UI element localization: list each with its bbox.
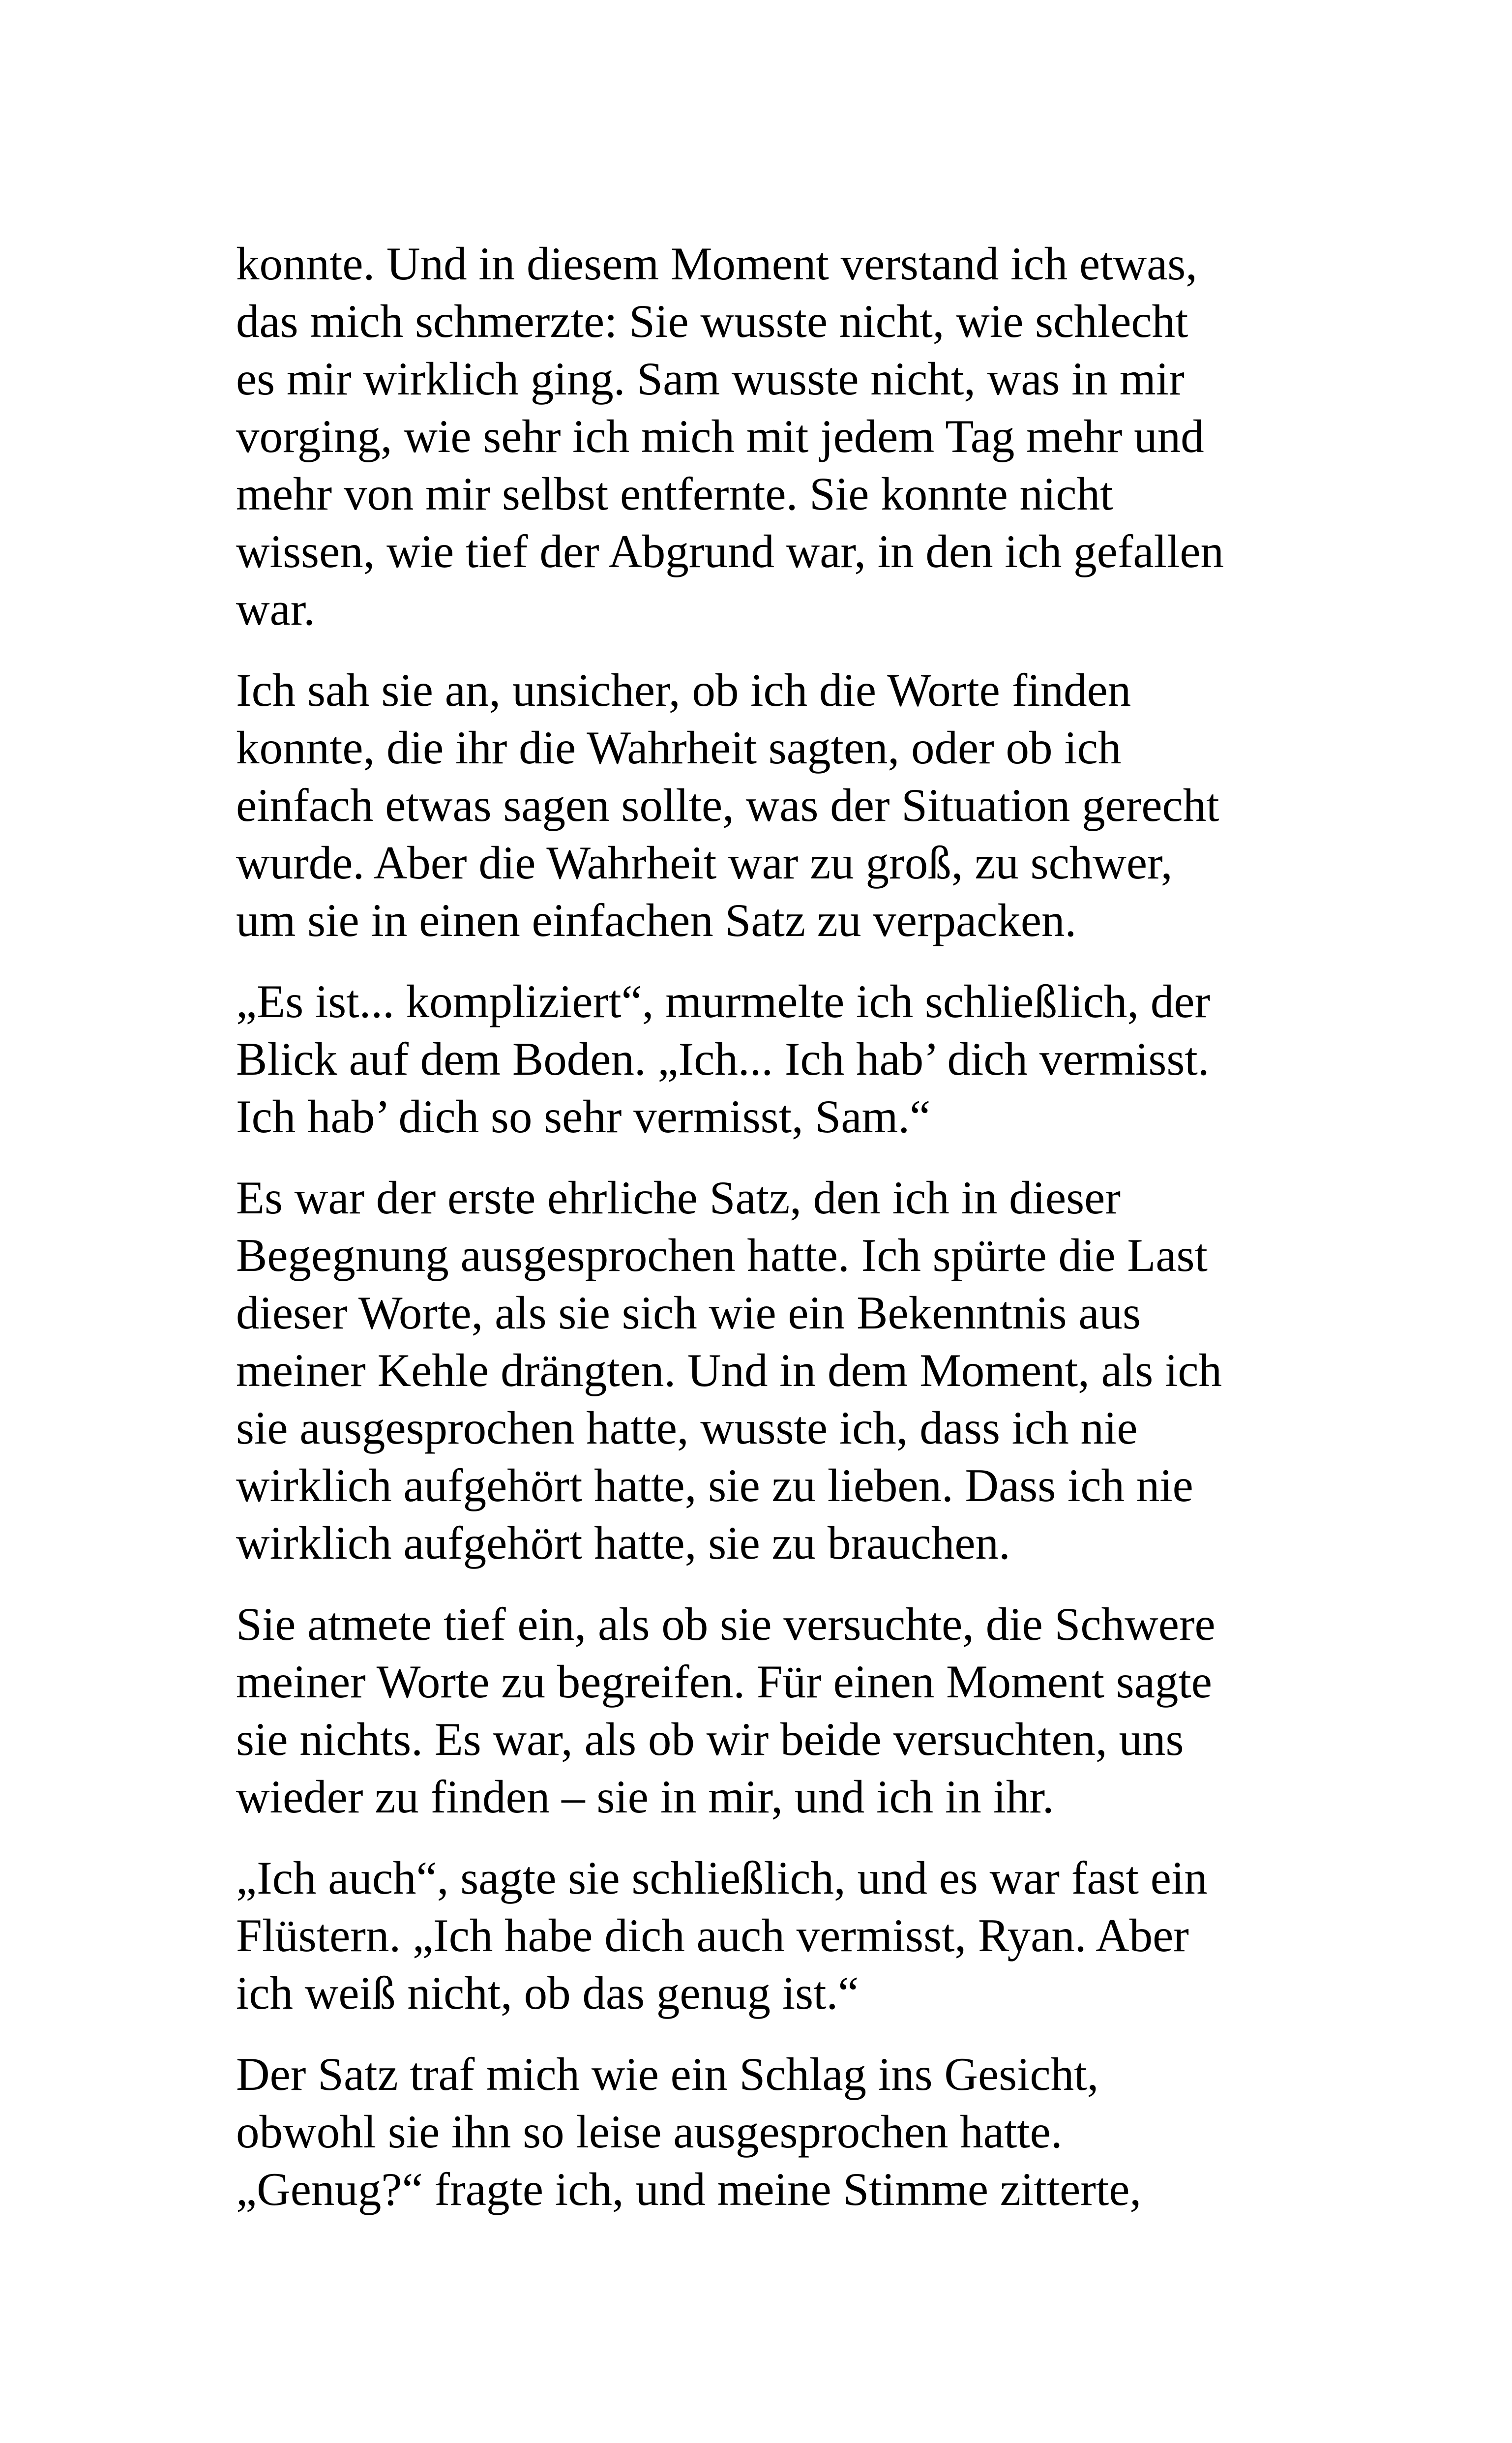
text-line: wurde. Aber die Wahrheit war zu groß, zu schwer, xyxy=(236,837,1173,889)
text-line: Der Satz traf mich wie ein Schlag ins Gesicht, xyxy=(236,2048,1099,2100)
paragraph xyxy=(236,1596,1298,1826)
text-line: Ich hab’ dich so sehr vermisst, Sam.“ xyxy=(236,1090,931,1143)
paragraph xyxy=(236,662,1298,949)
text-line: war. xyxy=(236,583,315,635)
paragraph xyxy=(236,1849,1298,2022)
paragraph xyxy=(236,1169,1298,1572)
text-line: konnte, die ihr die Wahrheit sagten, oder ob ich xyxy=(236,722,1122,774)
text-line: obwohl sie ihn so leise ausgesprochen hatte. xyxy=(236,2106,1063,2158)
text-line: konnte. Und in diesem Moment verstand ich etwas, xyxy=(236,238,1198,290)
text-line: Blick auf dem Boden. „Ich... Ich hab’ dich vermisst. xyxy=(236,1033,1210,1085)
paragraph xyxy=(236,235,1298,638)
text-line: um sie in einen einfachen Satz zu verpacken. xyxy=(236,894,1077,946)
text-line: wissen, wie tief der Abgrund war, in den ich gefallen xyxy=(236,525,1224,577)
text-line: meiner Kehle drängten. Und in dem Moment, als ich xyxy=(236,1344,1222,1396)
text-line: Sie atmete tief ein, als ob sie versuchte, die Schwere xyxy=(236,1598,1216,1650)
body-text xyxy=(236,235,1298,2242)
text-line: sie ausgesprochen hatte, wusste ich, dass ich nie xyxy=(236,1402,1138,1454)
text-line: wieder zu finden – sie in mir, und ich in ihr. xyxy=(236,1771,1054,1823)
text-line: „Ich auch“, sagte sie schließlich, und es war fast ein xyxy=(236,1852,1208,1904)
paragraph xyxy=(236,2046,1298,2218)
text-line: mehr von mir selbst entfernte. Sie konnte nicht xyxy=(236,468,1113,520)
text-line: dieser Worte, als sie sich wie ein Bekenntnis aus xyxy=(236,1287,1141,1339)
paragraph xyxy=(236,973,1298,1146)
text-line: ich weiß nicht, ob das genug ist.“ xyxy=(236,1967,859,2019)
text-line: einfach etwas sagen sollte, was der Situation gerecht xyxy=(236,779,1219,831)
text-line: vorging, wie sehr ich mich mit jedem Tag mehr und xyxy=(236,410,1204,462)
text-line: wirklich aufgehört hatte, sie zu brauchen. xyxy=(236,1517,1010,1569)
text-line: es mir wirklich ging. Sam wusste nicht, was in mir xyxy=(236,353,1185,405)
text-line: Begegnung ausgesprochen hatte. Ich spürte die Last xyxy=(236,1229,1208,1281)
text-line: „Es ist... kompliziert“, murmelte ich schließlich, der xyxy=(236,975,1211,1027)
text-line: meiner Worte zu begreifen. Für einen Moment sagte xyxy=(236,1656,1212,1708)
text-line: „Genug?“ fragte ich, und meine Stimme zitterte, xyxy=(236,2163,1142,2215)
text-line: Ich sah sie an, unsicher, ob ich die Worte finden xyxy=(236,664,1131,716)
text-line: das mich schmerzte: Sie wusste nicht, wie schlecht xyxy=(236,295,1188,347)
text-line: wirklich aufgehört hatte, sie zu lieben. Dass ich nie xyxy=(236,1459,1193,1511)
text-line: Es war der erste ehrliche Satz, den ich in dieser xyxy=(236,1172,1121,1224)
text-line: sie nichts. Es war, als ob wir beide versuchten, uns xyxy=(236,1713,1184,1765)
text-line: Flüstern. „Ich habe dich auch vermisst, Ryan. Aber xyxy=(236,1909,1189,1961)
